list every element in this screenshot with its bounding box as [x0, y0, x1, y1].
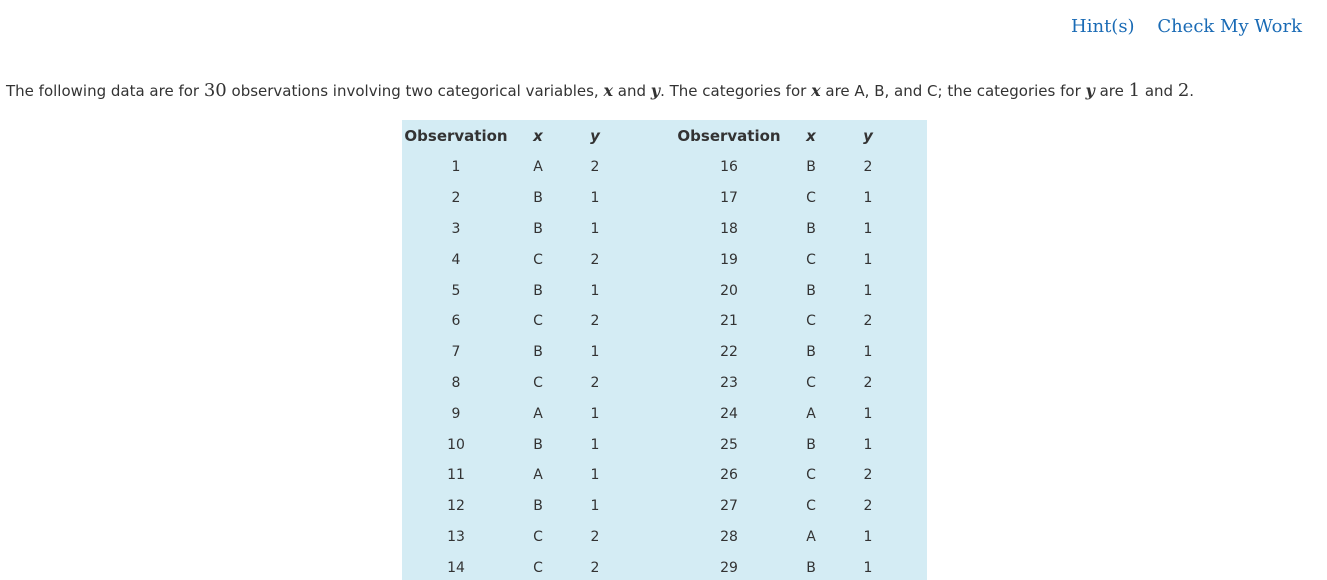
problem-intro: [6, 80, 1194, 101]
cell-gap: [624, 337, 675, 368]
intro-text: and: [613, 82, 651, 100]
cell-observation: 3: [451, 220, 461, 237]
intro-text: .: [1189, 82, 1195, 100]
cell-x: B: [806, 282, 816, 299]
cell-observation: 8: [451, 374, 461, 391]
cell-y: 1: [590, 436, 600, 453]
cell-x: C: [806, 313, 816, 330]
cell-y: 1: [590, 220, 600, 237]
cell-observation: 11: [447, 467, 465, 484]
cell-x: B: [533, 344, 543, 361]
intro-number: 30: [203, 80, 227, 101]
header-observation: Observation: [677, 127, 781, 145]
cell-observation: 16: [720, 159, 738, 176]
cell-gap: [624, 183, 675, 214]
cell-x: B: [533, 282, 543, 299]
cell-observation: 27: [720, 498, 738, 515]
intro-text: The following data are for: [6, 82, 204, 100]
cell-y: 1: [863, 344, 873, 361]
intro-text: are: [1094, 82, 1129, 100]
cell-y: 2: [590, 313, 600, 330]
cell-x: B: [806, 220, 816, 237]
hints-link[interactable]: Hint(s): [1071, 16, 1135, 37]
cell-x: C: [533, 374, 543, 391]
data-table-container: [402, 120, 927, 580]
cell-observation: 12: [447, 498, 465, 515]
cell-gap: [624, 429, 675, 460]
cell-y: 1: [590, 344, 600, 361]
table-header-row: [402, 120, 897, 152]
table-row: [402, 491, 897, 522]
cell-x: C: [533, 528, 543, 545]
cell-y: 2: [863, 498, 873, 515]
table-row: [402, 460, 897, 491]
table-row: [402, 522, 897, 553]
cell-gap: [624, 275, 675, 306]
table-row: [402, 337, 897, 368]
cell-observation: 20: [720, 282, 738, 299]
cell-x: C: [806, 467, 816, 484]
cell-x: C: [533, 251, 543, 268]
cell-y: 1: [863, 190, 873, 207]
cell-y: 1: [863, 528, 873, 545]
header-y: y: [863, 127, 873, 145]
cell-y: 1: [863, 436, 873, 453]
cell-x: C: [533, 559, 543, 576]
cell-y: 1: [590, 467, 600, 484]
cell-x: A: [806, 405, 816, 422]
table-row: [402, 368, 897, 399]
cell-y: 1: [863, 282, 873, 299]
cell-gap: [624, 306, 675, 337]
table-row: [402, 183, 897, 214]
intro-var: y: [650, 81, 661, 100]
table-row: [402, 275, 897, 306]
table-row: [402, 306, 897, 337]
cell-y: 2: [863, 159, 873, 176]
cell-gap: [624, 491, 675, 522]
cell-y: 1: [863, 559, 873, 576]
cell-y: 1: [863, 251, 873, 268]
cell-observation: 19: [720, 251, 738, 268]
intro-text: and: [1140, 82, 1178, 100]
cell-x: B: [806, 436, 816, 453]
cell-y: 2: [863, 313, 873, 330]
cell-observation: 26: [720, 467, 738, 484]
header-gap: [624, 120, 675, 152]
cell-y: 2: [590, 251, 600, 268]
cell-x: A: [533, 159, 543, 176]
cell-x: C: [806, 498, 816, 515]
cell-gap: [624, 244, 675, 275]
header-observation: Observation: [404, 127, 508, 145]
intro-number: 1: [1128, 80, 1141, 101]
cell-observation: 4: [451, 251, 461, 268]
intro-number: 2: [1177, 80, 1190, 101]
cell-observation: 29: [720, 559, 738, 576]
check-my-work-link[interactable]: Check My Work: [1157, 16, 1302, 37]
cell-y: 1: [590, 282, 600, 299]
intro-text: are A, B, and C; the categories for: [820, 82, 1086, 100]
intro-text: . The categories for: [660, 82, 812, 100]
cell-gap: [624, 214, 675, 245]
header-x: x: [806, 127, 816, 145]
data-table: [402, 120, 897, 580]
table-body: [402, 152, 897, 580]
intro-var: y: [1085, 81, 1095, 100]
cell-observation: 7: [451, 344, 461, 361]
cell-x: A: [806, 528, 816, 545]
cell-observation: 18: [720, 220, 738, 237]
top-links: [1054, 16, 1302, 37]
table-row: [402, 244, 897, 275]
cell-observation: 1: [451, 159, 461, 176]
cell-y: 2: [590, 374, 600, 391]
cell-x: B: [806, 559, 816, 576]
cell-y: 2: [863, 467, 873, 484]
cell-gap: [624, 152, 675, 183]
cell-x: C: [806, 251, 816, 268]
cell-observation: 23: [720, 374, 738, 391]
cell-observation: 21: [720, 313, 738, 330]
cell-x: B: [533, 436, 543, 453]
intro-var: x: [811, 81, 821, 100]
table-row: [402, 214, 897, 245]
cell-gap: [624, 460, 675, 491]
table-row: [402, 398, 897, 429]
cell-x: C: [806, 190, 816, 207]
cell-observation: 9: [451, 405, 461, 422]
cell-gap: [624, 398, 675, 429]
cell-observation: 6: [451, 313, 461, 330]
table-row: [402, 552, 897, 580]
cell-x: C: [806, 374, 816, 391]
cell-observation: 28: [720, 528, 738, 545]
cell-x: B: [533, 220, 543, 237]
cell-gap: [624, 522, 675, 553]
cell-x: B: [806, 159, 816, 176]
header-y: y: [590, 127, 600, 145]
cell-observation: 5: [451, 282, 461, 299]
cell-y: 2: [863, 374, 873, 391]
cell-x: C: [533, 313, 543, 330]
cell-gap: [624, 552, 675, 580]
cell-observation: 17: [720, 190, 738, 207]
cell-y: 2: [590, 159, 600, 176]
table-row: [402, 429, 897, 460]
cell-observation: 13: [447, 528, 465, 545]
cell-y: 1: [590, 190, 600, 207]
cell-gap: [624, 368, 675, 399]
cell-y: 2: [590, 559, 600, 576]
cell-observation: 24: [720, 405, 738, 422]
cell-y: 1: [590, 405, 600, 422]
header-x: x: [533, 127, 543, 145]
cell-observation: 22: [720, 344, 738, 361]
cell-x: A: [533, 467, 543, 484]
cell-observation: 14: [447, 559, 465, 576]
cell-observation: 25: [720, 436, 738, 453]
cell-observation: 10: [447, 436, 465, 453]
cell-x: A: [533, 405, 543, 422]
cell-x: B: [533, 190, 543, 207]
intro-var: x: [603, 81, 614, 100]
cell-y: 1: [590, 498, 600, 515]
table-row: [402, 152, 897, 183]
cell-y: 1: [863, 220, 873, 237]
cell-x: B: [806, 344, 816, 361]
cell-observation: 2: [451, 190, 461, 207]
cell-y: 1: [863, 405, 873, 422]
cell-y: 2: [590, 528, 600, 545]
intro-text: observations involving two categorical variables,: [226, 82, 604, 100]
cell-x: B: [533, 498, 543, 515]
